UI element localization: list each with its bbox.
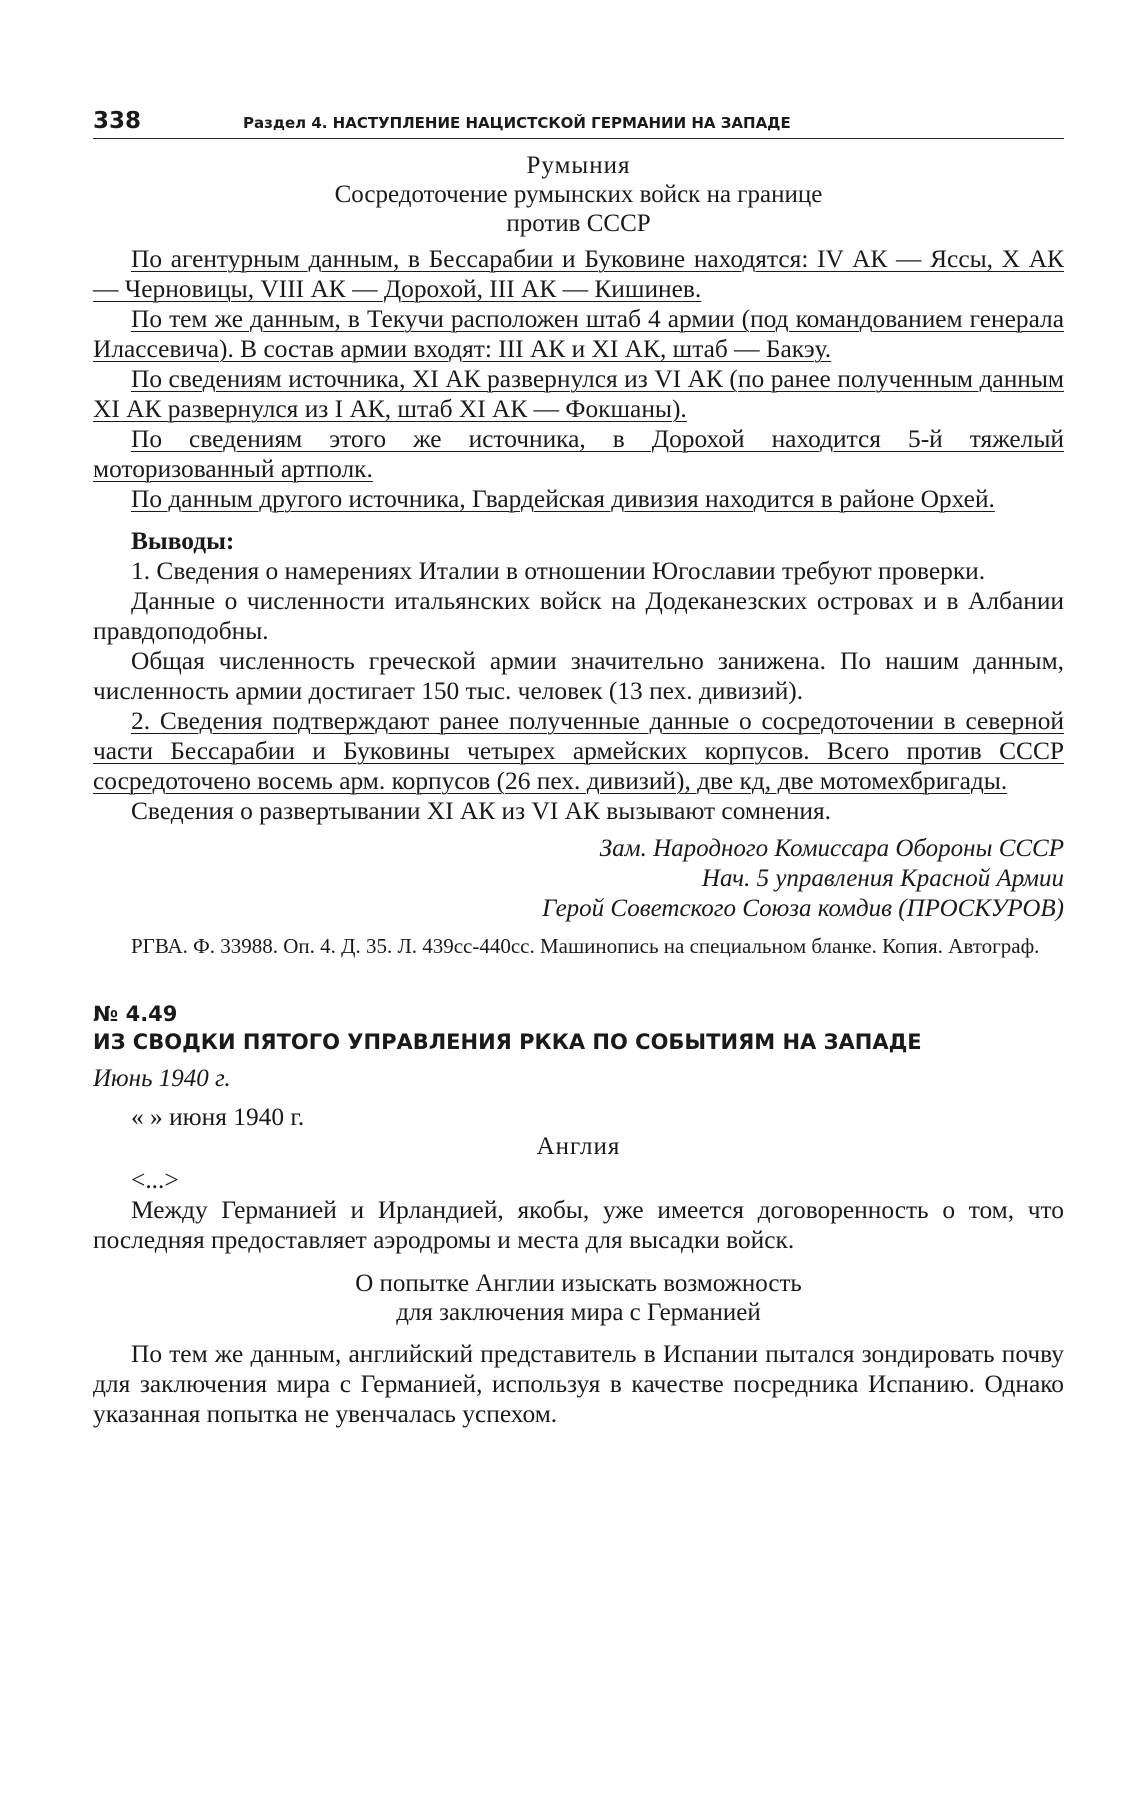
running-head (93, 108, 1064, 139)
signature-block (93, 834, 1064, 924)
signature-line: Зам. Народного Комиссара Обороны СССР (599, 835, 1064, 862)
conclusion-paragraph: Общая численность греческой армии значительно занижена. По нашим данным, численность армии достигает 150 тыс. человек (13 пех. дивизий). (93, 647, 1064, 705)
peace-paragraph: По тем же данным, английский представитель в Испании пытался зондировать почву для заключения мира с Германией, используя в качестве посредника Испанию. Однако указанная попытка не увенчалась успехом. (93, 1340, 1064, 1428)
romania-subheading-1: Сосредоточение румынских войск на границе (334, 181, 823, 208)
romania-paragraph: По сведениям этого же источника, в Дорохой находится 5-й тяжелый моторизованный артполк. (93, 425, 1064, 483)
romania-subheading-2: против СССР (506, 210, 651, 237)
document-date-line: « » июня 1940 г. (131, 1103, 305, 1131)
england-heading: Англия (536, 1133, 621, 1160)
conclusion-paragraph: Данные о численности итальянских войск на Додеканезских островах и в Албании правдоподобны. (93, 587, 1064, 645)
document-date-italic: Июнь 1940 г. (93, 1065, 231, 1092)
section-title: Раздел 4. НАСТУПЛЕНИЕ НАЦИСТСКОЙ ГЕРМАНИИ НА ЗАПАДЕ (243, 114, 791, 132)
document-title: ИЗ СВОДКИ ПЯТОГО УПРАВЛЕНИЯ РККА ПО СОБЫТИЯМ НА ЗАПАДЕ (93, 1030, 922, 1054)
page-number: 338 (93, 108, 142, 134)
signature-line: Герой Советского Союза комдив (ПРОСКУРОВ) (542, 895, 1064, 922)
omission-mark: <...> (131, 1166, 179, 1194)
conclusion-paragraph: Сведения о развертывании XI АК из VI АК вызывают сомнения. (131, 797, 832, 825)
conclusion-paragraph: 2. Сведения подтверждают ранее полученные данные о сосредоточении в северной части Бессарабии и Буковины четырех армейских корпусов. Всего против СССР сосредоточено восемь арм. корпусов (26 пех. дивизий), две кд, две мотомехбригады. (93, 707, 1064, 795)
romania-paragraph: По сведениям источника, XI АК развернулся из VI АК (по ранее полученным данным XI АК развернулся из I АК, штаб XI АК — Фокшаны). (93, 365, 1064, 423)
signature-line: Нач. 5 управления Красной Армии (701, 865, 1064, 892)
romania-heading: Румыния (526, 152, 631, 179)
archive-note: РГВА. Ф. 33988. Оп. 4. Д. 35. Л. 439сс-440сс. Машинопись на специальном бланке. Копия. Автограф. (131, 934, 1040, 958)
romania-paragraph: По тем же данным, в Текучи расположен штаб 4 армии (под командованием генерала Илассевича). В состав армии входят: III АК и XI АК, штаб — Бакэу. (93, 305, 1064, 363)
romania-paragraph: По данным другого источника, Гвардейская дивизия находится в районе Орхей. (131, 485, 995, 513)
england-paragraph: Между Германией и Ирландией, якобы, уже имеется договоренность о том, что последняя предоставляет аэродромы и места для высадки войск. (93, 1196, 1064, 1254)
romania-paragraph: По агентурным данным, в Бессарабии и Буковине находятся: IV АК — Яссы, X АК — Черновицы, VIII АК — Дорохой, III АК — Кишинев. (93, 245, 1064, 303)
peace-subheading-2: для заключения мира с Германией (396, 1299, 761, 1326)
conclusions-title: Выводы: (131, 527, 235, 555)
conclusion-paragraph: 1. Сведения о намерениях Италии в отношении Югославии требуют проверки. (131, 557, 986, 585)
peace-subheading-1: О попытке Англии изыскать возможность (355, 1270, 802, 1297)
document-number: № 4.49 (93, 1002, 178, 1026)
book-page (93, 108, 1064, 1429)
